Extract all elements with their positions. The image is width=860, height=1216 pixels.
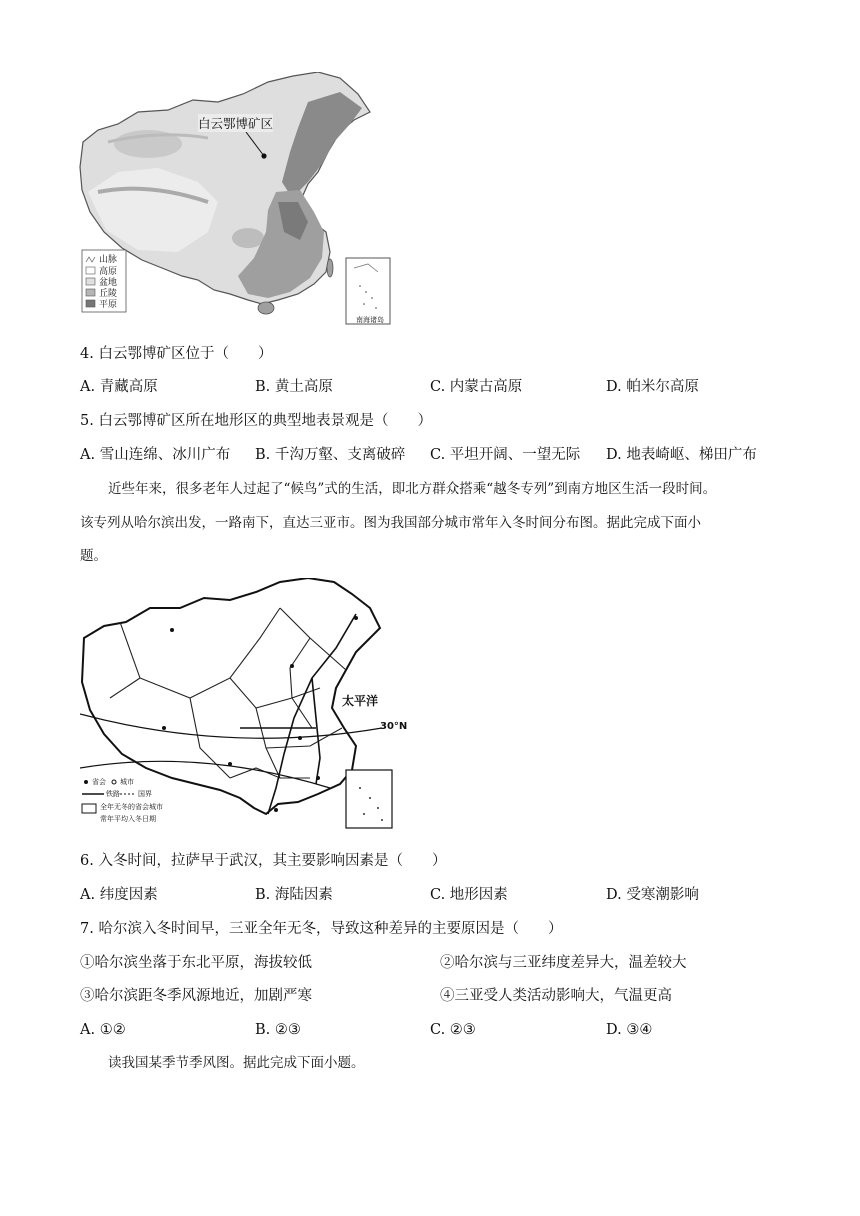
q6-option-a: A. 纬度因素 bbox=[80, 887, 158, 903]
winter-onset-map bbox=[80, 578, 416, 836]
q4-option-a: A. 青藏高原 bbox=[80, 379, 158, 395]
legend-capital: 省会 bbox=[92, 778, 106, 786]
pacific-label: 太平洋 bbox=[342, 694, 379, 708]
q5-option-a: A. 雪山连绵、冰川广布 bbox=[80, 447, 231, 463]
q4-option-c: C. 内蒙古高原 bbox=[430, 379, 523, 395]
legend-plain: 平原 bbox=[99, 300, 118, 310]
q6-stem: 6. 入冬时间，拉萨早于武汉，其主要影响因素是（ ） bbox=[80, 853, 447, 869]
q6-option-b: B. 海陆因素 bbox=[255, 887, 333, 903]
q5-stem: 5. 白云鄂博矿区所在地形区的典型地表景观是（ ） bbox=[80, 413, 432, 429]
q7-statement-4: ④三亚受人类活动影响大，气温更高 bbox=[440, 988, 672, 1004]
q6-option-d: D. 受寒潮影响 bbox=[606, 887, 699, 903]
q7-stem: 7. 哈尔滨入冬时间早，三亚全年无冬，导致这种差异的主要原因是（ ） bbox=[80, 921, 563, 937]
legend-winter-date: 常年平均入冬日期 bbox=[100, 815, 156, 823]
q7-statement-3: ③哈尔滨距冬季风源地近，加剧严寒 bbox=[80, 988, 312, 1004]
q5-option-c: C. 平坦开阔、一望无际 bbox=[430, 447, 581, 463]
q7-option-b: B. ②③ bbox=[255, 1022, 301, 1038]
terrain-map-svg bbox=[78, 72, 394, 328]
q7-statement-1: ①哈尔滨坐落于东北平原，海拔较低 bbox=[80, 955, 312, 971]
q5-option-d: D. 地表崎岖、梯田广布 bbox=[606, 447, 757, 463]
legend-hills: 丘陵 bbox=[99, 289, 118, 299]
q4-stem: 4. 白云鄂博矿区位于（ ） bbox=[80, 346, 273, 362]
q6-option-c: C. 地形因素 bbox=[430, 887, 508, 903]
legend-city: 城市 bbox=[120, 778, 134, 786]
legend-railway: 铁路 bbox=[106, 790, 120, 798]
legend-mountain: 山脉 bbox=[99, 255, 118, 265]
passage2-line1: 读我国某季节季风图。据此完成下面小题。 bbox=[108, 1055, 365, 1071]
south-sea-inset-2 bbox=[346, 770, 392, 828]
q7-option-a: A. ①② bbox=[80, 1022, 126, 1038]
mine-label: 白云鄂博矿区 bbox=[198, 116, 274, 131]
q7-option-d: D. ③④ bbox=[606, 1022, 653, 1038]
legend-basin: 盆地 bbox=[99, 278, 118, 288]
q7-statement-2: ②哈尔滨与三亚纬度差异大，温差较大 bbox=[440, 955, 687, 971]
terrain-map bbox=[78, 72, 394, 328]
legend-border: 国界 bbox=[138, 790, 152, 798]
passage1-line3: 题。 bbox=[80, 548, 107, 564]
passage1-line1: 近些年来，很多老年人过起了“候鸟”式的生活，即北方群众搭乘“越冬专列”到南方地区生活一段时间。 bbox=[108, 481, 717, 497]
q4-option-b: B. 黄土高原 bbox=[255, 379, 333, 395]
q5-option-b: B. 千沟万壑、支离破碎 bbox=[255, 447, 406, 463]
q7-option-c: C. ②③ bbox=[430, 1022, 476, 1038]
lat-label: 30°N bbox=[380, 721, 408, 732]
passage1-line2: 该专列从哈尔滨出发，一路南下，直达三亚市。图为我国部分城市常年入冬时间分布图。据此完成下面小 bbox=[80, 515, 701, 531]
inset-label: 南海诸岛 bbox=[356, 316, 384, 324]
q4-option-d: D. 帕米尔高原 bbox=[606, 379, 699, 395]
legend-no-winter: 全年无冬的省会城市 bbox=[100, 803, 163, 811]
legend-plateau: 高原 bbox=[99, 267, 118, 277]
